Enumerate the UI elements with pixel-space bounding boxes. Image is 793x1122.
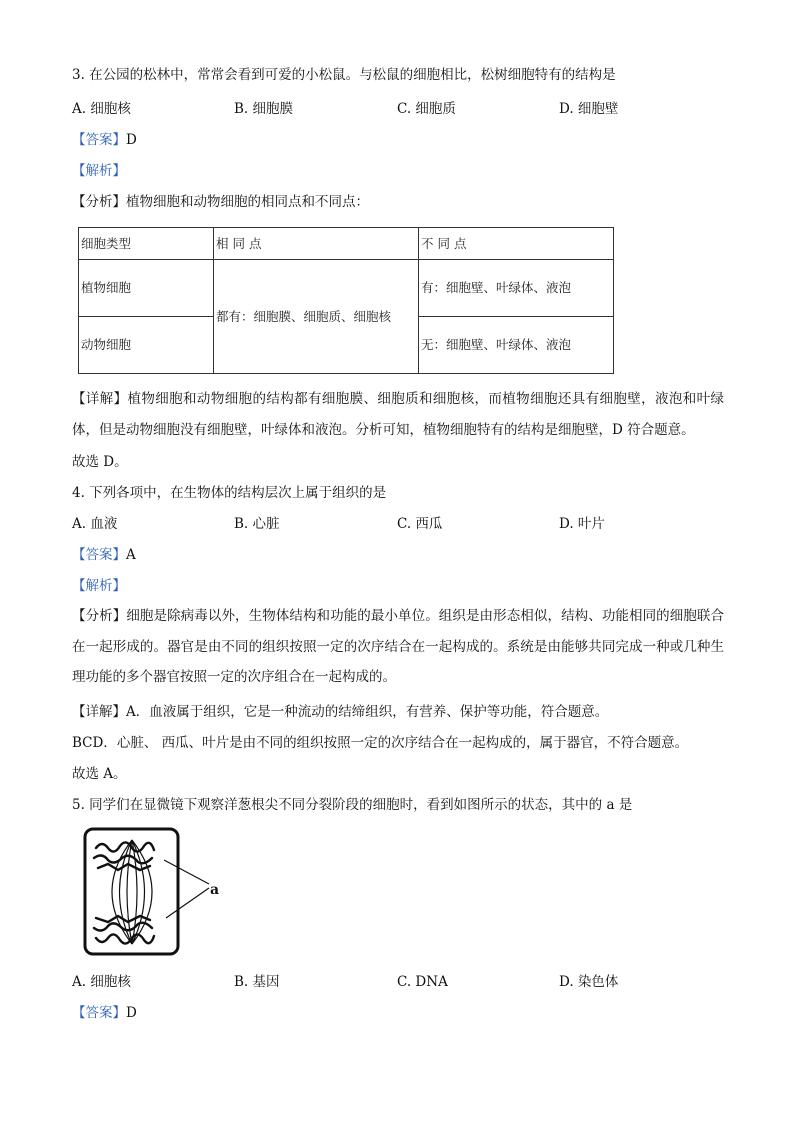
table-header-row [79,228,614,260]
detail-tag: 【详解】 [72,391,128,407]
table-header: 相 同 点 [214,228,419,260]
mitosis-cell-figure [82,826,232,958]
q3-conclusion: 故选 D。 [72,454,128,470]
answer-tag: 【答案】 [72,547,126,563]
q5-option-d: D. 染色体 [559,974,619,990]
fenxi-tag: 【分析】 [72,194,126,210]
answer-value: D [126,1005,137,1021]
detail-text: 植物细胞和动物细胞的结构都有细胞膜、细胞质和细胞核，而植物细胞还具有细胞壁，液泡和叶绿体，但是动物细胞没有细胞壁，叶绿体和液泡。分析可知，植物细胞特有的结构是细胞壁，D 符合题意。 [72,391,725,438]
table-cell-type: 植物细胞 [79,260,214,317]
q4-option-d: D. 叶片 [559,516,605,532]
q4-answer [72,546,136,564]
q5-option-a: A. 细胞核 [72,974,131,990]
q3-fenxi [72,193,369,211]
table-header: 细胞类型 [79,228,214,260]
q3-detail [72,384,724,445]
q3-option-d: D. 细胞壁 [559,101,619,117]
q5-option-c: C. DNA [397,974,448,990]
answer-value: D [126,132,137,148]
cell-comparison-table [78,227,614,374]
q4-analysis-tag: 【解析】 [72,578,126,594]
answer-tag: 【答案】 [72,132,126,148]
q4-fenxi [72,601,724,693]
q4-option-a: A. 血液 [72,516,118,532]
answer-tag: 【答案】 [72,1005,126,1021]
q3-option-c: C. 细胞质 [397,101,456,117]
detail-text: A．血液属于组织，它是一种流动的结缔组织，有营养、保护等功能，符合题意。 [126,704,609,720]
label-pointer-lines [164,860,209,918]
table-header: 不 同 点 [419,228,614,260]
q4-conclusion: 故选 A。 [72,766,127,782]
q3-option-b: B. 细胞膜 [234,101,294,117]
answer-value: A [126,547,136,563]
table-cell-same: 都有：细胞膜、细胞质、细胞核 [214,260,419,374]
fenxi-tag: 【分析】 [72,608,127,624]
q5-answer [72,1004,137,1022]
table-row [79,260,614,317]
fenxi-text: 植物细胞和动物细胞的相同点和不同点： [126,194,369,210]
q3-analysis-tag: 【解析】 [72,163,126,179]
q4-option-b: B. 心脏 [234,516,280,532]
table-cell-type: 动物细胞 [79,317,214,374]
table-cell-diff: 无：细胞壁、叶绿体、液泡 [419,317,614,374]
q3-option-a: A. 细胞核 [72,101,131,117]
detail-tag: 【详解】 [72,704,126,720]
q3-stem: 3. 在公园的松林中，常常会看到可爱的小松鼠。与松鼠的细胞相比，松树细胞特有的结构是 [72,67,616,83]
q5-option-b: B. 基因 [234,974,280,990]
q4-detail-2: BCD．心脏、 西瓜、叶片是由不同的组织按照一定的次序结合在一起构成的，属于器官，不符合题意。 [72,735,689,751]
q4-stem: 4. 下列各项中，在生物体的结构层次上属于组织的是 [72,485,387,501]
figure-label-a: a [210,882,220,898]
fenxi-text: 细胞是除病毒以外，生物体结构和功能的最小单位。组织是由形态相似，结构、功能相同的细胞联合在一起形成的。器官是由不同的组织按照一定的次序结合在一起构成的。系统是由能够共同完成一种或几种生理功能的多个器官按照一定的次序组合在一起构成的。 [72,608,725,685]
q3-answer [72,131,137,149]
table-cell-diff: 有：细胞壁、叶绿体、液泡 [419,260,614,317]
q5-stem: 5. 同学们在显微镜下观察洋葱根尖不同分裂阶段的细胞时，看到如图所示的状态，其中的 a 是 [72,797,633,813]
q4-detail [72,703,608,721]
q4-option-c: C. 西瓜 [397,516,443,532]
